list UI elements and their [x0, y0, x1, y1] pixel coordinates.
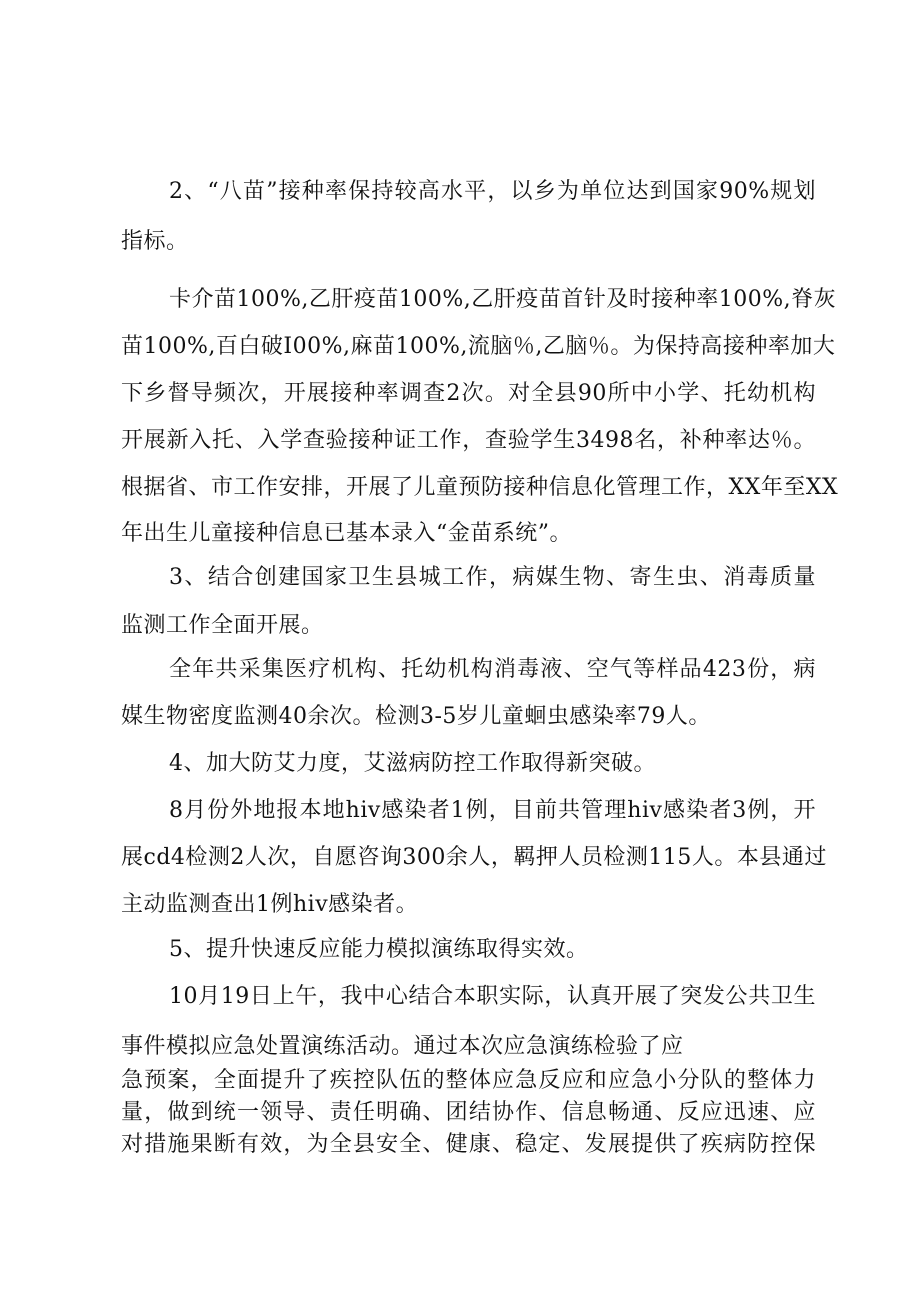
paragraph-drill-line-3: 急预案，全面提升了疾控队伍的整体应急反应和应急小分队的整体力 [121, 1068, 816, 1093]
paragraph-hiv-line-3: 主动监测查出1例hiv感染者。 [121, 892, 419, 917]
heading-item-4: 4、加大防艾力度，艾滋病防控工作取得新突破。 [169, 751, 656, 776]
paragraph-drill-line-4: 量，做到统一领导、责任明确、团结协作、信息畅通、反应迅速、应 [121, 1100, 816, 1125]
paragraph-vaccine-line-4: 开展新入托、入学查验接种证工作，查验学生3498名，补种率达％。 [121, 428, 816, 453]
heading-item-2-line-1: 2、“八苗”接种率保持较高水平，以乡为单位达到国家90%规划 [169, 179, 816, 204]
heading-item-5: 5、提升快速反应能力模拟演练取得实效。 [169, 937, 589, 962]
heading-item-3-line-2: 监测工作全面开展。 [121, 613, 324, 638]
paragraph-hiv-line-2: 展cd4检测2人次，自愿咨询300余人，羁押人员检测115人。本县通过 [121, 845, 827, 870]
heading-item-3-line-1: 3、结合创建国家卫生县城工作，病媒生物、寄生虫、消毒质量 [169, 565, 816, 590]
paragraph-vaccine-line-5: 根据省、市工作安排，开展了儿童预防接种信息化管理工作，XX年至XX [121, 475, 839, 500]
paragraph-vaccine-line-6: 年出生儿童接种信息已基本录入“金苗系统”。 [121, 521, 572, 546]
heading-item-2-line-2: 指标。 [121, 229, 189, 254]
paragraph-samples-line-1: 全年共采集医疗机构、托幼机构消毒液、空气等样品423份，病 [169, 657, 816, 682]
paragraph-vaccine-line-3: 下乡督导频次，开展接种率调查2次。对全县90所中小学、托幼机构 [121, 381, 816, 406]
paragraph-vaccine-line-1: 卡介苗100%,乙肝疫苗100%,乙肝疫苗首针及时接种率100%,脊灰 [169, 287, 837, 312]
paragraph-drill-line-5: 对措施果断有效，为全县安全、健康、稳定、发展提供了疾病防控保 [121, 1132, 816, 1157]
paragraph-vaccine-line-2: 苗100%,百白破I00%,麻苗100%,流脑％,乙脑％。为保持高接种率加大 [121, 334, 836, 359]
paragraph-hiv-line-1: 8月份外地报本地hiv感染者1例，目前共管理hiv感染者3例，开 [169, 798, 816, 823]
paragraph-samples-line-2: 媒生物密度监测40余次。检测3-5岁儿童蛔虫感染率79人。 [121, 704, 711, 729]
paragraph-drill-line-1: 10月19日上午，我中心结合本职实际，认真开展了突发公共卫生 [169, 984, 816, 1009]
paragraph-drill-line-2: 事件模拟应急处置演练活动。通过本次应急演练检验了应 [121, 1034, 684, 1059]
